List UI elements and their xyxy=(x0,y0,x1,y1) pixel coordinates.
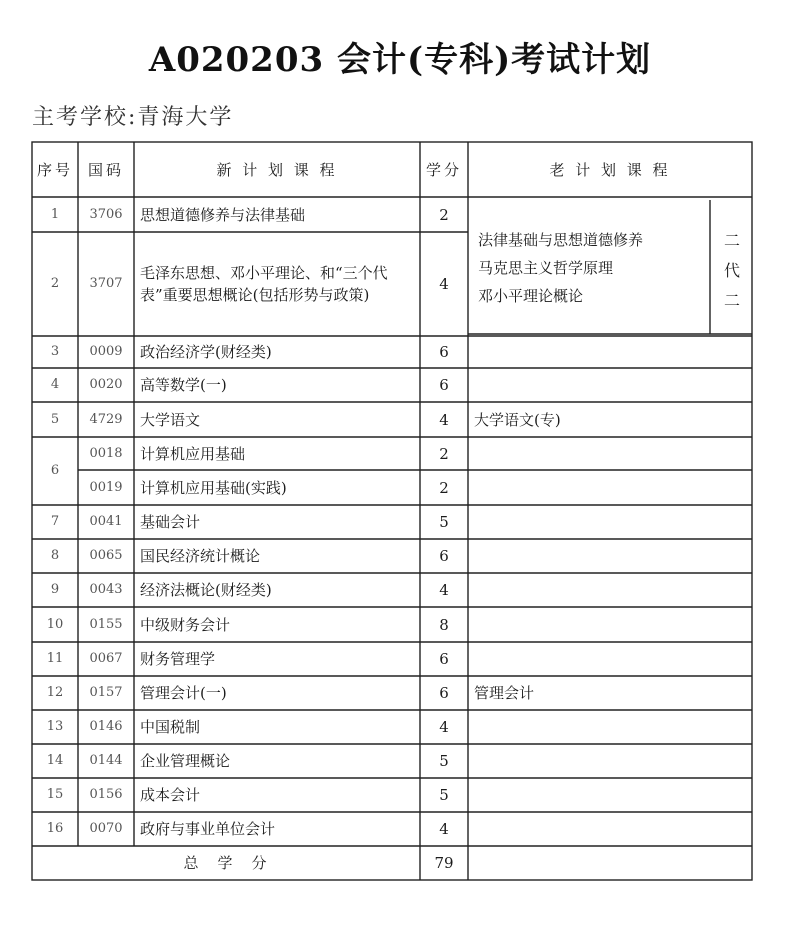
row-credit: 8 xyxy=(439,615,449,634)
side-char: 二 xyxy=(723,291,740,310)
row-code: 3707 xyxy=(89,276,123,291)
row-seq: 13 xyxy=(46,719,64,734)
row-course: 国民经济统计概论 xyxy=(140,547,261,565)
old-course-group xyxy=(478,226,708,310)
row-seq: 8 xyxy=(50,548,60,563)
exam-plan-table xyxy=(30,140,754,882)
host-school: 主考学校:青海大学 xyxy=(32,105,234,130)
row-credit: 4 xyxy=(439,410,449,429)
row-credit: 4 xyxy=(439,275,449,293)
row-code: 0157 xyxy=(89,685,123,700)
row-code: 0018 xyxy=(89,445,123,461)
header-credit: 学分 xyxy=(425,160,462,179)
old-course-item: 邓小平理论概论 xyxy=(478,287,584,305)
row-code: 0146 xyxy=(89,719,123,734)
row-seq: 11 xyxy=(46,651,64,666)
row-course: 企业管理概论 xyxy=(140,752,231,770)
old-course-item: 马克思主义哲学原理 xyxy=(478,259,614,277)
row-seq: 14 xyxy=(46,753,64,768)
row-credit: 4 xyxy=(439,581,449,599)
row-code: 4729 xyxy=(89,411,123,427)
row-course: 大学语文 xyxy=(140,410,201,429)
row-old-course: 大学语文(专) xyxy=(474,410,561,429)
row-credit: 6 xyxy=(439,343,449,361)
row-credit: 6 xyxy=(439,650,449,668)
header-old-course: 老 计 划 课 程 xyxy=(549,160,671,179)
side-char: 代 xyxy=(723,261,740,280)
row-code: 0019 xyxy=(89,479,123,495)
row-course: 成本会计 xyxy=(140,786,201,804)
row-seq: 5 xyxy=(50,411,60,427)
side-char: 二 xyxy=(723,231,740,250)
row-credit: 4 xyxy=(439,718,449,736)
row-seq: 3 xyxy=(50,344,60,359)
row-seq: 1 xyxy=(50,206,60,222)
row-code: 0041 xyxy=(89,514,123,529)
header-new-course: 新 计 划 课 程 xyxy=(216,160,338,179)
old-course-side-note xyxy=(722,226,742,316)
row-seq: 16 xyxy=(46,821,64,836)
row-seq: 2 xyxy=(50,276,60,291)
total-credit: 79 xyxy=(434,854,454,872)
row-code: 0009 xyxy=(89,344,123,359)
row-code: 3706 xyxy=(89,206,123,222)
row-code: 0065 xyxy=(89,548,123,563)
row-seq: 15 xyxy=(46,787,64,802)
row-course: 经济法概论(财经类) xyxy=(140,581,272,599)
page-title: A020203 会计(专科)考试计划 xyxy=(148,40,652,80)
old-course-item: 法律基础与思想道德修养 xyxy=(478,231,644,249)
row-course: 政治经济学(财经类) xyxy=(140,343,272,361)
row-course: 管理会计(一) xyxy=(140,684,227,702)
row-credit: 6 xyxy=(439,547,449,565)
row-credit: 5 xyxy=(439,786,449,804)
row-credit: 4 xyxy=(439,820,449,838)
row-code: 0144 xyxy=(89,753,123,768)
row-credit: 6 xyxy=(439,684,449,702)
row-credit: 6 xyxy=(439,376,449,394)
row-course: 政府与事业单位会计 xyxy=(140,820,276,838)
row-seq: 7 xyxy=(50,514,60,529)
row-code: 0043 xyxy=(89,582,123,597)
row-old-course: 管理会计 xyxy=(474,684,535,702)
row-credit: 5 xyxy=(439,752,449,770)
row-credit: 2 xyxy=(439,205,449,224)
row-course: 计算机应用基础 xyxy=(140,444,246,463)
total-label: 总 学 分 xyxy=(183,854,269,872)
row-course: 财务管理学 xyxy=(140,650,216,668)
row-course: 中级财务会计 xyxy=(140,615,231,634)
row-course: 思想道德修养与法律基础 xyxy=(140,205,306,224)
row-code: 0156 xyxy=(89,787,123,802)
row-course: 基础会计 xyxy=(140,513,201,531)
row-code: 0020 xyxy=(89,377,123,392)
row-seq: 12 xyxy=(46,685,64,700)
row-credit: 5 xyxy=(439,513,449,531)
row-seq: 6 xyxy=(50,463,60,478)
row-credit: 2 xyxy=(439,444,449,463)
header-code: 国码 xyxy=(87,160,124,179)
row-seq: 4 xyxy=(50,377,60,392)
row-course: 中国税制 xyxy=(140,718,201,736)
header-seq: 序号 xyxy=(36,160,73,179)
row-code: 0155 xyxy=(89,616,123,632)
row-course: 计算机应用基础(实践) xyxy=(140,478,287,497)
row-code: 0067 xyxy=(89,651,123,666)
row-code: 0070 xyxy=(89,821,123,836)
row-course: 高等数学(一) xyxy=(140,376,227,394)
row-course: 毛泽东思想、邓小平理论、和“三个代表”重要思想概论(包括形势与政策) xyxy=(140,264,388,304)
row-seq: 10 xyxy=(46,616,64,632)
row-credit: 2 xyxy=(439,478,449,497)
row-seq: 9 xyxy=(50,582,60,597)
